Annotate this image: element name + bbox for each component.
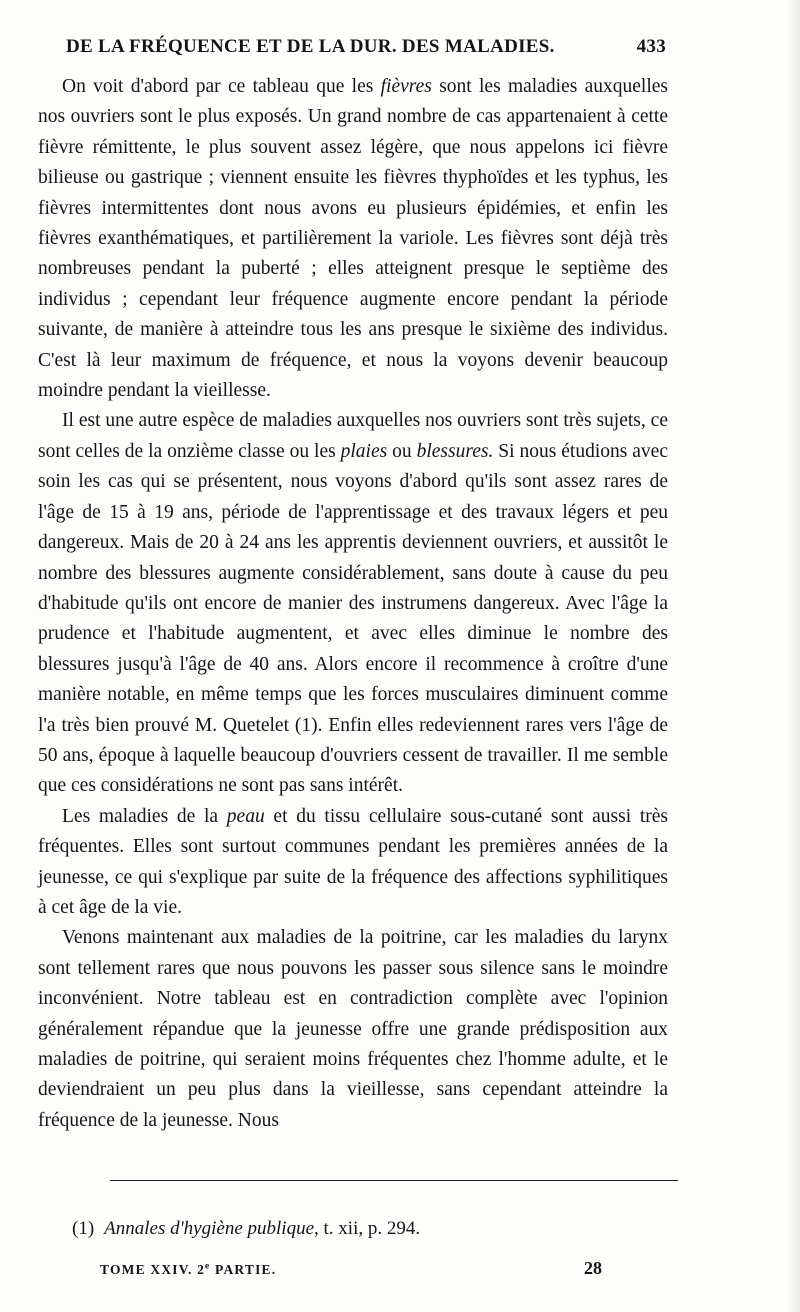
paragraph-skin xyxy=(38,802,668,924)
paragraph-text: Si nous étudions avec soin les cas qui se présentent, nous voyons d'abord qu'ils sont assez rares de l'âge de 15 à 19 ans, période de l'apprentissage et des travaux légers et peu dangereux. Mais de 20 à 24 ans les apprentis deviennent ouvriers, et aussitôt le nombre des blessures augmente considérablement, sans doute à cause du peu d'habitude qu'ils ont encore de manier des instrumens dangereux. Avec l'âge la prudence et l'habitude augmentent, et avec elles diminue le nombre des blessures jusqu'à l'âge de 40 ans. Alors encore il recommence à croître d'une manière notable, en même temps que les forces musculaires diminuent comme l'a très bien prouvé M. Quetelet (1). Enfin elles redeviennent rares vers l'âge de 50 ans, époque à laquelle beaucoup d'ouvriers cessent de travailler. Il me semble que ces considérations ne sont pas sans intérêt. xyxy=(38,440,668,797)
paragraph-text: ou xyxy=(387,440,417,462)
page-number: 433 xyxy=(636,36,666,57)
paragraph-text: et du tissu cellulaire sous-cutané sont aussi très fréquentes. Elles sont surtout communes pendant les premières années de la jeunesse, ce qui s'explique par suite de la fréquence des affections syphilitiques à cet âge de la vie. xyxy=(38,805,668,918)
emphasis-peau: peau xyxy=(226,805,265,827)
running-head-title: DE LA FRÉQUENCE ET DE LA DUR. DES MALADIES. xyxy=(66,36,555,57)
paragraph-chest xyxy=(38,923,668,1136)
footnote-marker: (1) xyxy=(72,1218,95,1239)
paragraph-text: On voit d'abord par ce tableau que les xyxy=(62,76,381,97)
emphasis-blessures: blessures. xyxy=(416,440,494,462)
paragraph-fevers xyxy=(38,72,668,406)
paragraph-wounds xyxy=(38,406,668,801)
volume-part xyxy=(100,1262,276,1278)
paragraph-text: Les maladies de la xyxy=(62,805,227,827)
emphasis-fievres: fièvres xyxy=(380,76,432,97)
paragraph-text: sont les maladies auxquelles nos ouvriers sont le plus exposés. Un grand nombre de cas appartenaient à cette fièvre rémittente, le plus souvent assez légère, que nous appelons ici fièvre bilieuse ou gastrique ; viennent ensuite les fièvres thyphoïdes et les typhus, les fièvres intermittentes dont nous avons eu plusieurs épidémies, et enfin les fièvres exanthématiques, et partilièrement la variole. Les fièvres sont déjà très nombreuses pendant la puberté ; elles atteignent presque le septième des individus ; cependant leur fréquence augmente encore pendant la période suivante, de manière à atteindre tous les ans presque le sixième des individus. C'est là leur maximum de fréquence, et nous la voyons devenir beaucoup moindre pendant la vieillesse. xyxy=(38,76,668,402)
body-text xyxy=(38,72,668,1136)
footnote xyxy=(72,1218,420,1240)
footnote-divider xyxy=(110,1180,678,1181)
running-head xyxy=(66,36,666,66)
footnote-source-title: Annales d'hygiène publique xyxy=(104,1218,315,1239)
paragraph-text: Venons maintenant aux maladies de la poitrine, car les maladies du larynx sont tellement rares que nous pouvons les passer sous silence sans le moindre inconvénient. Notre tableau est en contradiction complète avec l'opinion généralement répandue que la jeunesse offre une grande prédisposition aux maladies de poitrine, qui seraient moins fréquentes chez l'homme adulte, et le deviendraient un peu plus dans la vieillesse, sans cependant atteindre la fréquence de la jeunesse. Nous xyxy=(38,927,668,1131)
sheet-number: 28 xyxy=(584,1258,602,1278)
emphasis-plaies: plaies xyxy=(340,440,388,462)
footnote-reference: , t. xii, p. 294. xyxy=(314,1218,421,1239)
volume-label: TOME XXIV. 2 xyxy=(100,1262,206,1277)
paragraph-text: Il est une autre espèce de maladies auxquelles nos ouvriers sont très sujets, ce sont celles de la onzième classe ou les xyxy=(38,410,668,462)
superscript-e: e xyxy=(205,1261,211,1272)
part-label: PARTIE. xyxy=(210,1262,277,1277)
